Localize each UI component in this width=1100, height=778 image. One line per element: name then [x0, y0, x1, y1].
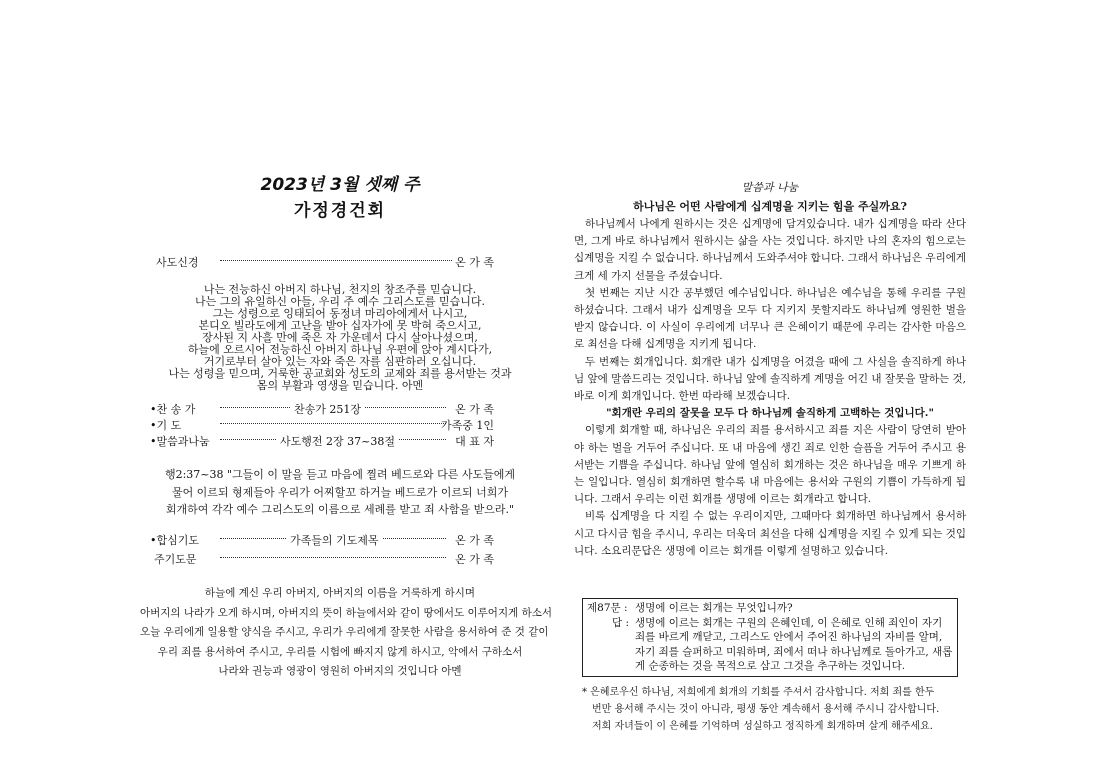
row-label: 주기도문 — [154, 553, 197, 566]
page-subtitle: 가정경건회 — [293, 201, 387, 221]
paragraph: 두 번째는 회개입니다. 회개란 내가 십계명을 어겼을 때에 그 사실을 솔직하게 하나님 앞에 말씀드리는 것입니다. 하나님 앞에 솔직하게 계명을 어긴 내 잘못을 말하는 것, 바로 이게 회개입니다. 한번 따라해 보겠습니다. — [574, 355, 966, 403]
row-label: •찬 송 가 — [150, 403, 196, 416]
question-text: 생명에 이르는 회개는 무엇입니까? — [635, 602, 793, 614]
paragraph: 하나님께서 나에게 원하시는 것은 십계명에 담겨있습니다. 내가 십계명을 따라 산다면, 그게 바로 하나님께서 원하시는 삶을 사는 것입니다. 하지만 나의 혼자의 힘으로는 십계명을 지킬 수 없습니다. 하나님께서 도와주셔야 합니다. 그래서 하나님은 우리에게 크게 세 가지 선물을 주셨습니다. — [574, 218, 967, 282]
closing-prayer — [582, 684, 966, 736]
quote: "회개란 우리의 잘못을 모두 다 하나님께 솔직하게 고백하는 것입니다." — [606, 407, 934, 420]
closing-line: 저희 자녀들이 이 은혜를 기억하며 성실하고 정직하게 회개하며 살게 해주세요. — [592, 721, 933, 733]
creed-line: 그는 성령으로 잉태되어 동정녀 마리아에게서 나시고, — [212, 307, 468, 320]
creed-line: 나는 전능하신 아버지 하나님, 천지의 창조주를 믿습니다. — [203, 283, 477, 296]
prayer-line: 오늘 우리에게 일용할 양식을 주시고, 우리가 우리에게 잘못한 사람을 용서하여 준 것 같이 — [140, 626, 549, 639]
closing-line: * 은혜로우신 하나님, 저희에게 회개의 기회를 주셔서 감사합니다. 저희 죄를 한두 — [582, 687, 935, 698]
closing-line: 번만 용서해 주시는 것이 아니라, 평생 동안 계속해서 용서해 주시니 감사합니다. — [592, 704, 940, 716]
verse-line: 행2:37~38 "그들이 이 말을 듣고 마음에 찔려 베드로와 다른 사도들에게 — [164, 468, 516, 481]
prayer-line: 우리 죄를 용서하여 주시고, 우리를 시험에 빠지지 않게 하시고, 악에서 구하소서 — [157, 645, 523, 658]
catechism-answer — [587, 616, 953, 674]
row-mid: 찬송가 251장 — [290, 401, 365, 417]
prayer-line: 나라와 권능과 영광이 영원히 아버지의 것입니다 아멘 — [218, 665, 462, 678]
prayer-line: 아버지의 나라가 오게 하시며, 아버지의 뜻이 하늘에서와 같이 땅에서도 이루어지게 하소서 — [140, 606, 553, 619]
sermon-body — [574, 216, 966, 560]
catechism-question — [587, 601, 953, 616]
scripture-verse — [140, 466, 540, 519]
row-right: 온 가 족 — [455, 534, 494, 547]
row-right: 대 표 자 — [455, 435, 494, 448]
row-label: •기 도 — [150, 419, 182, 432]
row-right: 온 가 족 — [455, 256, 494, 269]
paragraph: 첫 번째는 지난 시간 공부했던 예수님입니다. 하나님은 예수님을 통해 우리를 구원하셨습니다. 그래서 내가 십계명을 모두 다 지키지 못할지라도 하나님께 영원한 벌을 받지 않습니다. 이 사실이 우리에게 너무나 큰 은혜이기 때문에 우리는 감사한 마음으로 최선을 다해 십계명을 지키게 됩니다. — [574, 286, 966, 351]
creed-line: 장사된 지 사흘 만에 죽은 자 가운데서 다시 살아나셨으며, — [202, 331, 478, 344]
left-page — [140, 0, 553, 778]
row-mid: 사도행전 2장 37~38절 — [276, 433, 399, 449]
order-row-joint-prayer — [140, 532, 540, 548]
dotted-leader — [220, 260, 452, 261]
dotted-leader — [220, 557, 446, 558]
right-page — [574, 0, 966, 778]
order-row-lords-prayer — [140, 551, 540, 567]
section-subheading: 하나님은 어떤 사람에게 십계명을 지키는 힘을 주실까요? — [633, 200, 907, 213]
creed-line: 몸의 부활과 영생을 믿습니다. 아멘 — [256, 379, 424, 392]
order-row-hymn — [140, 401, 540, 417]
row-label: 사도신경 — [156, 256, 199, 269]
creed-line: 거기로부터 살아 있는 자와 죽은 자를 심판하러 오십니다. — [203, 355, 477, 368]
row-label: •합심기도 — [150, 534, 199, 547]
catechism-box — [582, 598, 958, 677]
dotted-leader — [220, 423, 446, 424]
creed-row — [140, 254, 540, 270]
verse-line: 물어 이르되 형제들아 우리가 어찌할꼬 하거늘 베드로가 이르되 너희가 — [171, 485, 509, 499]
apostles-creed — [140, 284, 540, 392]
page-title: 2023년 3월 셋째 주 — [260, 175, 420, 195]
creed-line: 하늘에 오르시어 전능하신 아버지 하나님 우편에 앉아 계시다가, — [187, 343, 493, 356]
creed-line: 나는 그의 유일하신 아들, 우리 주 예수 그리스도를 믿습니다. — [195, 295, 485, 308]
row-mid: 가족들의 기도제목 — [286, 532, 383, 548]
order-row-prayer — [140, 417, 540, 433]
section-heading: 말씀과 나눔 — [741, 181, 799, 194]
paragraph: 비록 십계명을 다 지킬 수 없는 우리이지만, 그때마다 회개하면 하나님께서 용서하시고 다시금 힘을 주시니, 우리는 더욱더 최선을 다해 십계명을 지킬 수 있게 되는 것입니다. 소요리문답은 생명에 이르는 회개를 이렇게 설명하고 있습니다. — [574, 510, 966, 557]
row-label: •말씀과나눔 — [150, 435, 210, 448]
prayer-line: 하늘에 계신 우리 아버지, 아버지의 이름을 거룩하게 하시며 — [204, 587, 476, 599]
order-row-word — [140, 433, 540, 449]
creed-line: 본디오 빌라도에게 고난을 받아 십자가에 못 박혀 죽으시고, — [198, 319, 482, 332]
row-right: 온 가 족 — [455, 553, 494, 566]
verse-line: 회개하여 각각 예수 그리스도의 이름으로 세례를 받고 죄 사함을 받으라." — [165, 503, 515, 516]
row-right: 온 가 족 — [455, 403, 494, 416]
paragraph: 이렇게 회개할 때, 하나님은 우리의 죄를 용서하시고 죄를 지은 사람이 당연히 받아야 하는 벌을 거두어 주십니다. 또 내 마음에 생긴 죄로 인한 슬픔을 거두어 주시고 용서받는 기쁨을 주십니다. 하나님 앞에 열심히 회개하는 것은 하나님을 매우 기쁘게 하는 일입니다. 열심히 회개하면 할수록 내 마음에는 용서와 구원의 기쁨이 가득하게 됩니다. 그래서 우리는 이런 회개를 생명에 이르는 회개라고 합니다. — [574, 424, 966, 506]
row-right: 가족중 1인 — [441, 419, 494, 432]
answer-text: 생명에 이르는 회개는 구원의 은혜인데, 이 은혜로 인해 죄인이 자기 죄를 바르게 깨닫고, 그리스도 안에서 주어진 하나님의 자비를 알며, 자기 죄를 슬퍼하고 미워하며, 죄에서 떠나 하나님께로 돌아가고, 새롭게 순종하는 것을 목적으로 삼고 그것을 추구하는 것입니다. — [635, 616, 953, 673]
lords-prayer — [140, 584, 553, 682]
answer-label: 답 : — [611, 616, 629, 629]
question-label: 제87문 : — [587, 602, 628, 614]
creed-line: 나는 성령을 믿으며, 거룩한 공교회와 성도의 교제와 죄를 용서받는 것과 — [168, 367, 512, 380]
